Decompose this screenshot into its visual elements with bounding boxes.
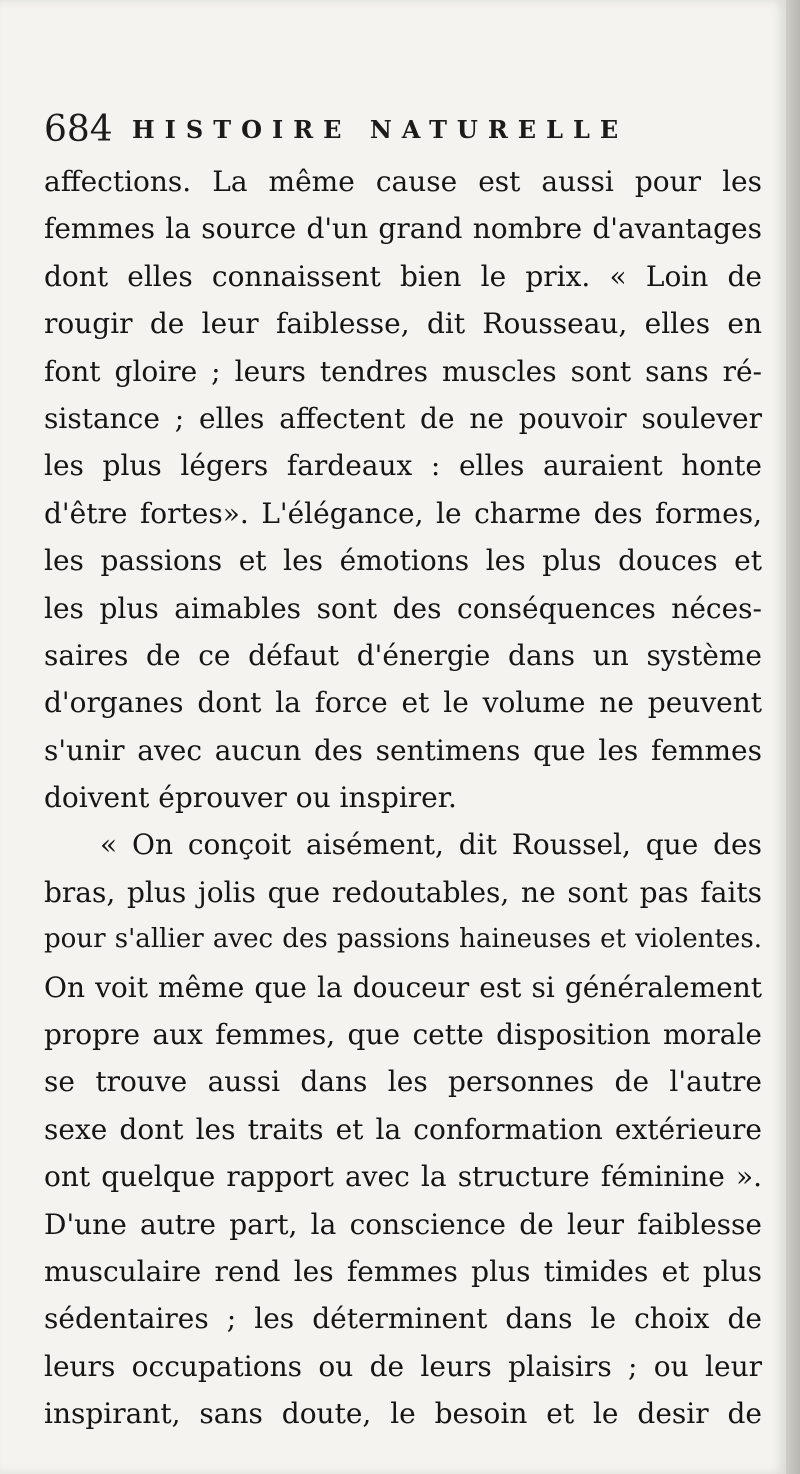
text-line: ont quelque rapport avec la structure féminine ». — [44, 1160, 762, 1194]
text-line: sexe dont les traits et la conformation extérieure — [44, 1112, 762, 1146]
page-number: 684 — [44, 109, 113, 150]
text-line: bras, plus jolis que redoutables, ne sont pas faits — [44, 875, 762, 909]
text-line: saires de ce défaut d'énergie dans un système — [44, 638, 762, 672]
text-line: leurs occupations ou de leurs plaisirs ; ou leur — [44, 1349, 762, 1383]
text-line: rougir de leur faiblesse, dit Rousseau, elles en — [44, 307, 762, 341]
text-line: dont elles connaissent bien le prix. « Loin de — [44, 259, 762, 293]
text-line: doivent éprouver ou inspirer. — [44, 781, 457, 815]
text-line: « On conçoit aisément, dit Roussel, que des — [100, 828, 762, 862]
text-line: femmes la source d'un grand nombre d'avantages — [44, 212, 762, 246]
text-line: les plus légers fardeaux : elles auraient honte — [44, 449, 762, 483]
text-line: affections. La même cause est aussi pour les — [44, 165, 762, 198]
text-line: inspirant, sans doute, le besoin et le desir de — [44, 1397, 762, 1431]
text-line: sédentaires ; les déterminent dans le choix de — [44, 1302, 762, 1336]
text-line: les passions et les émotions les plus douces et — [44, 544, 762, 578]
running-head: HISTOIRE NATURELLE — [132, 115, 629, 144]
text-line: On voit même que la douceur est si généralement — [44, 970, 762, 1004]
text-line: s'unir avec aucun des sentimens que les femmes — [44, 733, 762, 767]
page-edge — [786, 0, 800, 1474]
text-line: les plus aimables sont des conséquences néces- — [44, 591, 762, 625]
text-line: pour s'allier avec des passions haineuses et violentes. — [44, 924, 762, 955]
text-line: D'une autre part, la conscience de leur faiblesse — [44, 1207, 762, 1241]
text-line: se trouve aussi dans les personnes de l'autre — [44, 1065, 762, 1099]
page-header — [44, 100, 744, 160]
body-text — [44, 158, 762, 1438]
text-line: font gloire ; leurs tendres muscles sont sans ré- — [44, 354, 762, 388]
text-line: sistance ; elles affectent de ne pouvoir soulever — [44, 401, 762, 435]
text-line: d'être fortes». L'élégance, le charme des formes, — [44, 496, 762, 530]
text-line: musculaire rend les femmes plus timides et plus — [44, 1254, 762, 1288]
text-line: propre aux femmes, que cette disposition morale — [44, 1018, 762, 1052]
text-line: d'organes dont la force et le volume ne peuvent — [44, 686, 762, 720]
